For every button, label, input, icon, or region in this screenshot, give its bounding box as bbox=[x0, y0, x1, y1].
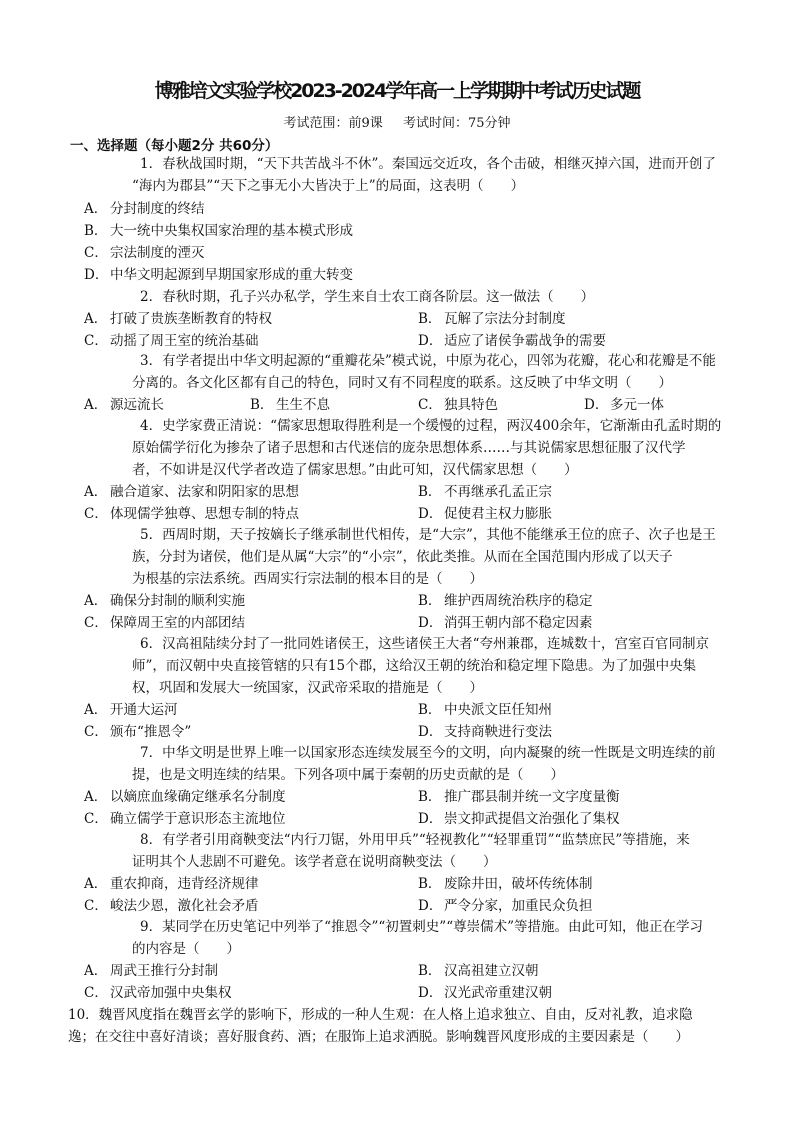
question-1-line-2: “海内为郡县”“天下之事无小大皆决于上”的局面，这表明（ ） bbox=[132, 178, 525, 194]
question-6-line-2: 师”，而汉朝中央直接管辖的只有15个郡，这给汉王朝的统治和稳定埋下隐患。为了加强中央集 bbox=[132, 658, 697, 674]
question-6-option-a[interactable] bbox=[84, 699, 178, 721]
question-4-option-b[interactable] bbox=[418, 481, 552, 503]
option-label: A． bbox=[84, 963, 108, 979]
option-label: A． bbox=[84, 201, 108, 217]
question-3-line-2: 分离的。各文化区都有自己的特色，同时又有不同程度的联系。这反映了中华文明（ ） bbox=[132, 375, 672, 391]
option-text: 融合道家、法家和阴阳家的思想 bbox=[110, 484, 299, 500]
question-10-line-1: 10．魏晋风度指在魏晋玄学的影响下，形成的一种人生观：在人格上追求独立、自由，反对礼教，追求隐 bbox=[68, 1007, 693, 1023]
option-label: C． bbox=[84, 811, 108, 827]
question-6-option-c[interactable] bbox=[84, 721, 191, 743]
option-label: C． bbox=[84, 985, 108, 1001]
option-text: 汉光武帝重建汉朝 bbox=[444, 985, 552, 1001]
question-8-option-c[interactable] bbox=[84, 895, 259, 917]
option-label: A． bbox=[84, 397, 108, 413]
question-7-option-a[interactable] bbox=[84, 786, 286, 808]
question-9-option-b[interactable] bbox=[418, 960, 539, 982]
option-label: C． bbox=[84, 898, 108, 914]
question-1-option-d[interactable] bbox=[84, 264, 353, 286]
question-4-line-2: 原始儒学衍化为掺杂了诸子思想和古代迷信的庞杂思想体系……与其说儒家思想征服了汉代学 bbox=[132, 440, 686, 456]
option-label: D． bbox=[418, 985, 443, 1001]
question-3-line-1: 3．有学者提出中华文明起源的“重瓣花朵”模式说，中原为花心，四邻为花瓣，花心和花瓣是不能 bbox=[140, 353, 716, 369]
question-4-option-d[interactable] bbox=[418, 503, 552, 525]
question-6-option-d[interactable] bbox=[418, 721, 552, 743]
question-3-option-d[interactable] bbox=[584, 394, 664, 416]
option-text: 峻法少恩，激化社会矛盾 bbox=[110, 898, 259, 914]
question-8-line-2: 证明其个人悲剧不可避免。该学者意在说明商鞅变法（ ） bbox=[132, 854, 497, 870]
question-7-option-d[interactable] bbox=[418, 808, 620, 830]
option-text: 废除井田，破坏传统体制 bbox=[444, 876, 593, 892]
question-1-line-1: 1．春秋战国时期，“天下共苦战斗不休”。秦国远交近攻，各个击破，相继灭掉六国，进而开创了 bbox=[140, 156, 716, 172]
option-label: D． bbox=[418, 333, 443, 349]
option-label: D． bbox=[418, 724, 443, 740]
question-9-line-2: 的内容是（ ） bbox=[132, 941, 240, 957]
question-8-line-1: 8．有学者引用商鞅变法“内行刀锯，外用甲兵”“轻视教化”“轻罪重罚”“监禁庶民”等措施，来 bbox=[140, 832, 690, 848]
option-text: 汉武帝加强中央集权 bbox=[110, 985, 232, 1001]
question-5-option-c[interactable] bbox=[84, 612, 245, 634]
option-text: 汉高祖建立汉朝 bbox=[444, 963, 539, 979]
exam-scope: 考试范围：前9课 bbox=[283, 116, 383, 131]
question-1-option-c[interactable] bbox=[84, 242, 205, 264]
question-4-option-a[interactable] bbox=[84, 481, 299, 503]
question-4-line-1: 4．史学家费正清说：“儒家思想取得胜利是一个缓慢的过程，两汉400余年，它渐渐由孔孟时期的 bbox=[140, 418, 722, 434]
option-label: B． bbox=[418, 484, 442, 500]
section-heading: 一、选择题（每小题2分 共60分） bbox=[70, 138, 279, 154]
option-label: D． bbox=[418, 811, 443, 827]
option-label: D． bbox=[84, 267, 109, 283]
exam-title: 博雅培文实验学校2023-2024学年高一上学期期中考试历史试题 bbox=[154, 80, 640, 102]
option-label: A． bbox=[84, 484, 108, 500]
option-text: 体现儒学独尊、思想专制的特点 bbox=[110, 506, 299, 522]
option-text: 维护西周统治秩序的稳定 bbox=[444, 593, 593, 609]
question-6-line-3: 权，巩固和发展大一统国家，汉武帝采取的措施是（ ） bbox=[132, 680, 483, 696]
question-5-option-b[interactable] bbox=[418, 590, 593, 612]
option-label: A． bbox=[84, 702, 108, 718]
question-8-option-b[interactable] bbox=[418, 873, 593, 895]
question-4-option-c[interactable] bbox=[84, 503, 299, 525]
option-text: 生生不息 bbox=[276, 397, 330, 413]
question-2-option-d[interactable] bbox=[418, 330, 606, 352]
option-label: D． bbox=[418, 898, 443, 914]
option-label: B． bbox=[418, 311, 442, 327]
option-text: 独具特色 bbox=[444, 397, 498, 413]
question-7-line-2: 提，也是文明连续的结果。下列各项中属于秦朝的历史贡献的是（ ） bbox=[132, 767, 564, 783]
option-text: 确立儒学于意识形态主流地位 bbox=[110, 811, 286, 827]
option-label: B． bbox=[418, 963, 442, 979]
question-9-option-c[interactable] bbox=[84, 982, 232, 1004]
exam-subtitle bbox=[0, 112, 794, 131]
option-label: C． bbox=[84, 245, 108, 261]
question-6-option-b[interactable] bbox=[418, 699, 552, 721]
question-7-line-1: 7．中华文明是世界上唯一以国家形态连续发展至今的文明，向内凝聚的统一性既是文明连续的前 bbox=[140, 745, 716, 761]
option-label: D． bbox=[584, 397, 609, 413]
option-label: D． bbox=[418, 506, 443, 522]
question-6-line-1: 6．汉高祖陆续分封了一批同姓诸侯王，这些诸侯王大者“夸州兼郡，连城数十，宫室百官同制京 bbox=[140, 636, 709, 652]
question-5-line-3: 为根基的宗法系统。西周实行宗法制的根本目的是（ ） bbox=[132, 571, 483, 587]
question-4-line-3: 者，不如讲是汉代学者改造了儒家思想。”由此可知，汉代儒家思想（ ） bbox=[132, 462, 578, 478]
question-2-option-b[interactable] bbox=[418, 308, 566, 330]
option-label: B． bbox=[418, 702, 442, 718]
option-label: A． bbox=[84, 876, 108, 892]
option-text: 保障周王室的内部团结 bbox=[110, 615, 245, 631]
option-text: 确保分封制的顺利实施 bbox=[110, 593, 245, 609]
question-5-line-1: 5．西周时期，天子按嫡长子继承制世代相传，是“大宗”，其他不能继承王位的庶子、次子也是王 bbox=[140, 527, 716, 543]
option-text: 支持商鞅进行变法 bbox=[444, 724, 552, 740]
option-text: 宗法制度的湮灭 bbox=[110, 245, 205, 261]
question-1-option-b[interactable] bbox=[84, 220, 353, 242]
question-3-option-b[interactable] bbox=[250, 394, 330, 416]
question-2-option-a[interactable] bbox=[84, 308, 272, 330]
question-9-line-1: 9．某同学在历史笔记中列举了“推恩令”“初置刺史”“尊崇儒术”等措施。由此可知，他正在学习 bbox=[140, 919, 703, 935]
option-text: 动摇了周王室的统治基础 bbox=[110, 333, 259, 349]
question-1-option-a[interactable] bbox=[84, 198, 205, 220]
option-label: C． bbox=[84, 724, 108, 740]
question-7-option-c[interactable] bbox=[84, 808, 286, 830]
option-text: 严令分家，加重民众负担 bbox=[444, 898, 593, 914]
option-text: 适应了诸侯争霸战争的需要 bbox=[444, 333, 606, 349]
option-label: A． bbox=[84, 311, 108, 327]
option-text: 消弭王朝内部不稳定因素 bbox=[444, 615, 593, 631]
option-label: B． bbox=[418, 876, 442, 892]
question-9-option-a[interactable] bbox=[84, 960, 218, 982]
option-label: B． bbox=[250, 397, 274, 413]
option-label: C． bbox=[84, 615, 108, 631]
option-text: 大一统中央集权国家治理的基本模式形成 bbox=[110, 223, 353, 239]
option-label: B． bbox=[84, 223, 108, 239]
option-text: 开通大运河 bbox=[110, 702, 178, 718]
option-label: A． bbox=[84, 789, 108, 805]
option-label: B． bbox=[418, 593, 442, 609]
option-text: 重农抑商，违背经济规律 bbox=[110, 876, 259, 892]
question-2-option-c[interactable] bbox=[84, 330, 259, 352]
option-text: 中央派文臣任知州 bbox=[444, 702, 552, 718]
option-text: 分封制度的终结 bbox=[110, 201, 205, 217]
option-text: 多元一体 bbox=[610, 397, 664, 413]
option-text: 周武王推行分封制 bbox=[110, 963, 218, 979]
question-7-option-b[interactable] bbox=[418, 786, 620, 808]
option-text: 不再继承孔孟正宗 bbox=[444, 484, 552, 500]
question-8-option-a[interactable] bbox=[84, 873, 259, 895]
option-label: C． bbox=[84, 506, 108, 522]
option-text: 推广郡县制并统一文字度量衡 bbox=[444, 789, 620, 805]
option-label: B． bbox=[418, 789, 442, 805]
option-label: A． bbox=[84, 593, 108, 609]
question-8-option-d[interactable] bbox=[418, 895, 593, 917]
option-text: 中华文明起源到早期国家形成的重大转变 bbox=[110, 267, 353, 283]
question-5-option-a[interactable] bbox=[84, 590, 245, 612]
option-text: 促使君主权力膨胀 bbox=[444, 506, 552, 522]
option-text: 瓦解了宗法分封制度 bbox=[444, 311, 566, 327]
question-10-line-2: 逸；在交往中喜好清谈；喜好服食药、酒；在服饰上追求洒脱。影响魏晋风度形成的主要因素是（ ） bbox=[68, 1029, 689, 1045]
question-3-option-a[interactable] bbox=[84, 394, 164, 416]
exam-time: 考试时间：75分钟 bbox=[402, 116, 511, 131]
option-text: 打破了贵族垄断教育的特权 bbox=[110, 311, 272, 327]
question-5-option-d[interactable] bbox=[418, 612, 593, 634]
option-text: 以嫡庶血缘确定继承名分制度 bbox=[110, 789, 286, 805]
option-text: 颁布“推恩令” bbox=[110, 724, 192, 740]
option-text: 源远流长 bbox=[110, 397, 164, 413]
option-label: C． bbox=[418, 397, 442, 413]
option-text: 崇文抑武提倡文治强化了集权 bbox=[444, 811, 620, 827]
question-9-option-d[interactable] bbox=[418, 982, 552, 1004]
question-5-line-2: 族，分封为诸侯，他们是从属“大宗”的“小宗”，依此类推。从而在全国范围内形成了以天子 bbox=[132, 549, 673, 565]
question-2-line-1: 2．春秋时期，孔子兴办私学，学生来自士农工商各阶层。这一做法（ ） bbox=[140, 289, 595, 305]
option-label: C． bbox=[84, 333, 108, 349]
option-label: D． bbox=[418, 615, 443, 631]
question-3-option-c[interactable] bbox=[418, 394, 498, 416]
